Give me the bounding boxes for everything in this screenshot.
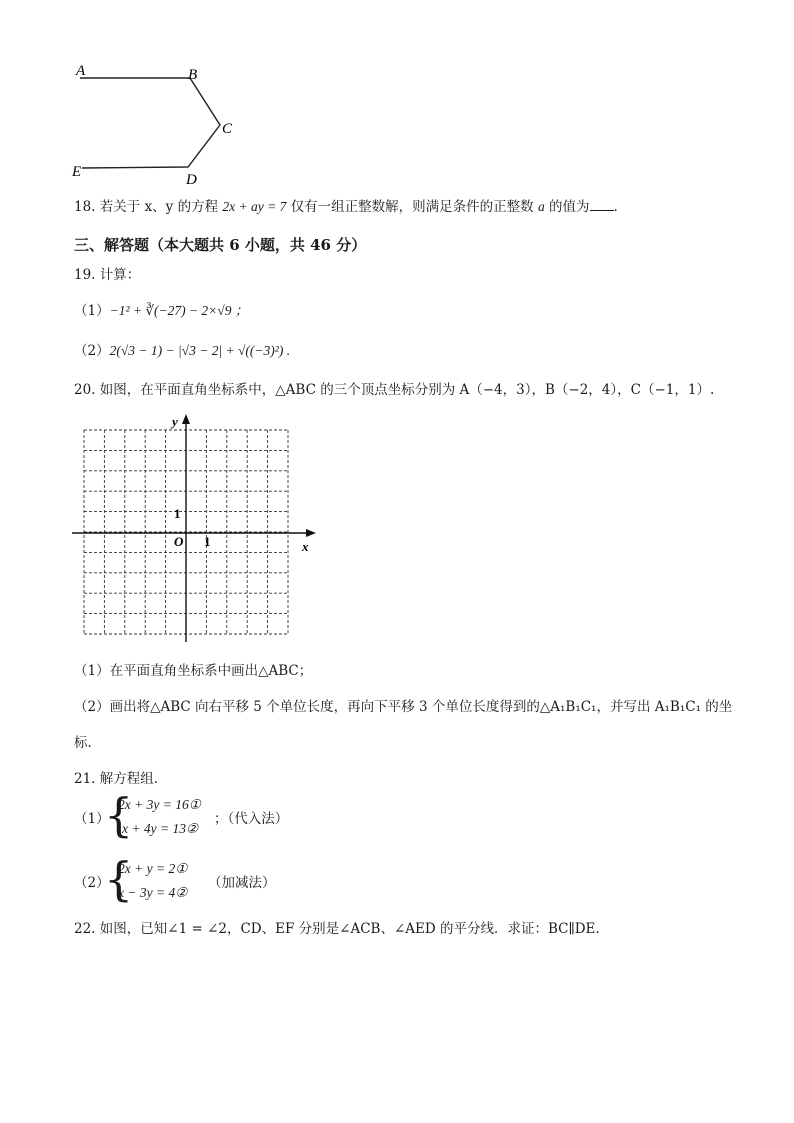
axis-label-x: x	[302, 539, 309, 554]
label-d: D	[186, 172, 197, 188]
q18-text3: 的值为	[544, 199, 590, 215]
q21-p1-label: （1）	[74, 811, 110, 827]
q20-part-2-line1: （2）画出将△ABC 向右平移 5 个单位长度，再向下平移 3 个单位长度得到的△A₁B₁C₁，并写出 A₁B₁C₁ 的坐	[74, 699, 733, 715]
q19-p2-expression: 2(√3 − 1) − |√3 − 2| + √((−3)²) .	[109, 343, 291, 358]
figure-polyline	[80, 78, 220, 168]
unit-label-x: 1	[204, 534, 211, 549]
q22-number: 22.	[74, 921, 96, 937]
q21-p1-method: ；（代入法）	[214, 811, 289, 827]
q21-p1-brace: {	[104, 788, 134, 842]
q18-number: 18.	[74, 199, 96, 215]
q20-part-1: （1）在平面直角坐标系中画出△ABC；	[74, 663, 313, 679]
question-20	[74, 381, 714, 399]
q19-p1-label: （1）	[74, 303, 110, 319]
q19-part-2	[74, 342, 290, 360]
q19-number: 19.	[74, 267, 96, 283]
q21-p2-method: （加减法）	[208, 875, 276, 891]
label-a: A	[76, 63, 86, 79]
q18-text2: 仅有一组正整数解，则满足条件的正整数	[286, 199, 538, 215]
y-axis-arrow	[182, 414, 190, 424]
coordinate-grid	[70, 410, 322, 646]
unit-label-y: 1	[174, 506, 181, 521]
question-21	[74, 770, 158, 788]
q20-text: 如图，在平面直角坐标系中，△ABC 的三个顶点坐标分别为 A（−4，3），B（−2，4），C（−1，1）.	[99, 382, 715, 398]
q19-p1-expression: −1² + ∛(−27) − 2×√9 ；	[109, 303, 249, 318]
figure-abcde	[60, 55, 260, 190]
question-18	[74, 198, 618, 216]
q21-p1-eq2: x + 4y = 13②	[122, 821, 199, 836]
q21-p1-eq1: 2x + 3y = 16①	[118, 797, 201, 812]
q18-equation: 2x + ay = 7	[222, 199, 287, 214]
label-b: B	[188, 67, 198, 83]
q20-number: 20.	[74, 382, 96, 398]
q21-p2-label: （2）	[74, 875, 110, 891]
q19-title: 计算：	[99, 267, 141, 283]
section-3-title: 三、解答题（本大题共 6 小题，共 46 分）	[74, 236, 367, 254]
question-22	[74, 920, 600, 938]
origin-label: O	[174, 534, 184, 549]
q21-title: 解方程组.	[99, 771, 159, 787]
label-e: E	[72, 164, 82, 180]
q21-number: 21.	[74, 771, 96, 787]
q21-p2-brace: {	[104, 852, 134, 906]
q19-part-1	[74, 302, 248, 320]
q18-var: a	[537, 199, 545, 214]
q18-text1: 若关于 x、y 的方程	[99, 199, 223, 215]
q21-p2-eq1: 2x + y = 2①	[118, 861, 188, 876]
q18-text4: .	[613, 199, 618, 215]
question-19	[74, 266, 140, 284]
q21-p2-eq2: x − 3y = 4②	[118, 885, 188, 900]
x-axis-arrow	[306, 529, 316, 537]
q22-text: 如图，已知∠1 = ∠2，CD、EF 分别是∠ACB、∠AED 的平分线．求证：BC∥DE.	[99, 921, 600, 937]
q18-answer-blank[interactable]	[590, 198, 614, 211]
label-c: C	[222, 121, 233, 137]
axis-label-y: y	[172, 414, 178, 429]
q19-p2-label: （2）	[74, 343, 110, 359]
q20-part-2-line2: 标.	[74, 735, 92, 751]
